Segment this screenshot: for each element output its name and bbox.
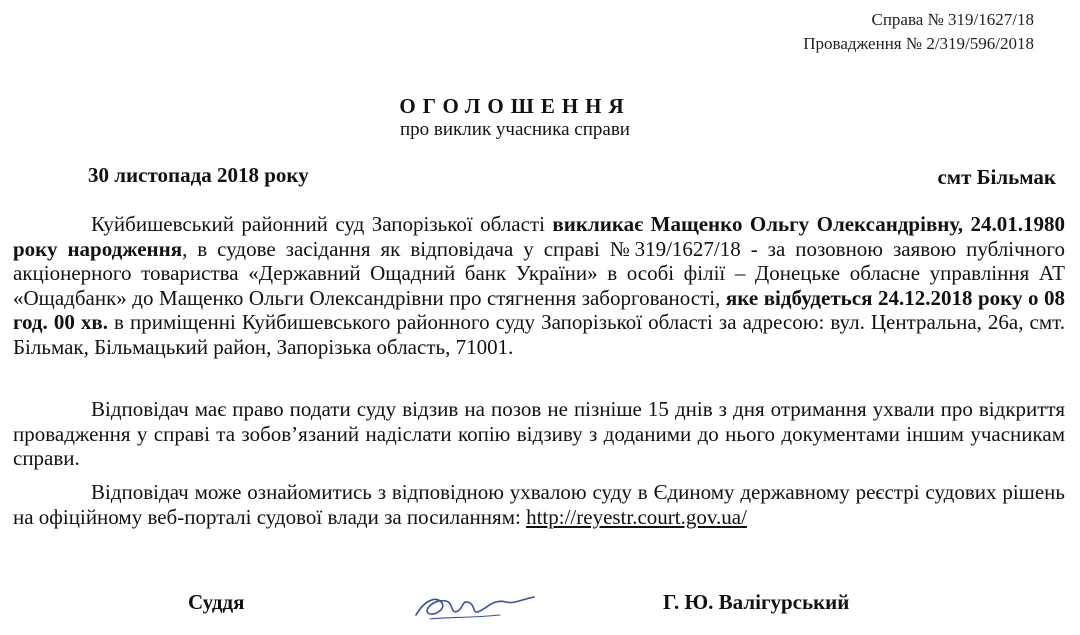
summons-text-3: в приміщенні Куйбишевського районного суду Запорізької області за адресою: вул. Центральна, 26а, смт. Більмак, Більмацький район, Запорізька область, 71001.	[13, 310, 1066, 359]
paragraph-rights: Відповідач має право подати суду відзив на позов не пізніше 15 днів з дня отримання ухвали про відкриття провадження у справі та зобов’язаний надіслати копію відзиву з доданими до нього документами іншим учасникам справи.	[13, 397, 1065, 471]
proceeding-number: Провадження № 2/319/596/2018	[803, 34, 1034, 53]
summons-text-2: , в судове засідання як відповідача у справі №319/1627/18 - за позовною заявою публічного акціонерного товариства «Державний Ощадний банк України» в особі філії – Донецьке обласне управління АТ «Ощадбанк» до Мащенко Ольги Олександрівни про стягнення заборгованості,	[13, 236, 1065, 310]
judge-label: Суддя	[188, 590, 245, 614]
registry-text: Відповідач може ознайомитись з відповідною ухвалою суду в Єдиному державному реєстрі судових рішень на офіційному веб-порталі судової влади за посиланням:	[13, 480, 1065, 529]
paragraph-registry	[13, 480, 1065, 529]
case-number: Справа № 319/1627/18	[871, 10, 1034, 29]
document-subtitle: про виклик учасника справи	[400, 119, 630, 140]
document-title: ОГОЛОШЕННЯ	[399, 94, 631, 118]
judge-name: Г. Ю. Валігурський	[663, 590, 850, 614]
document-date: 30 листопада 2018 року	[88, 163, 309, 187]
registry-link[interactable]: http://reyestr.court.gov.ua/	[526, 504, 747, 529]
summons-defendant: викликає Мащенко Ольгу Олександрівну, 24.01.1980 року народження	[13, 212, 1065, 261]
document-place: смт Більмак	[937, 165, 1056, 189]
summons-text-1: Куйбишевський районний суд Запорізької області	[91, 212, 553, 236]
judge-signature	[410, 585, 540, 627]
paragraph-summons	[13, 212, 1065, 360]
summons-hearing-date: яке відбудеться 24.12.2018 року о 08 год. 00 хв.	[13, 285, 1066, 335]
case-reference	[803, 8, 1034, 56]
